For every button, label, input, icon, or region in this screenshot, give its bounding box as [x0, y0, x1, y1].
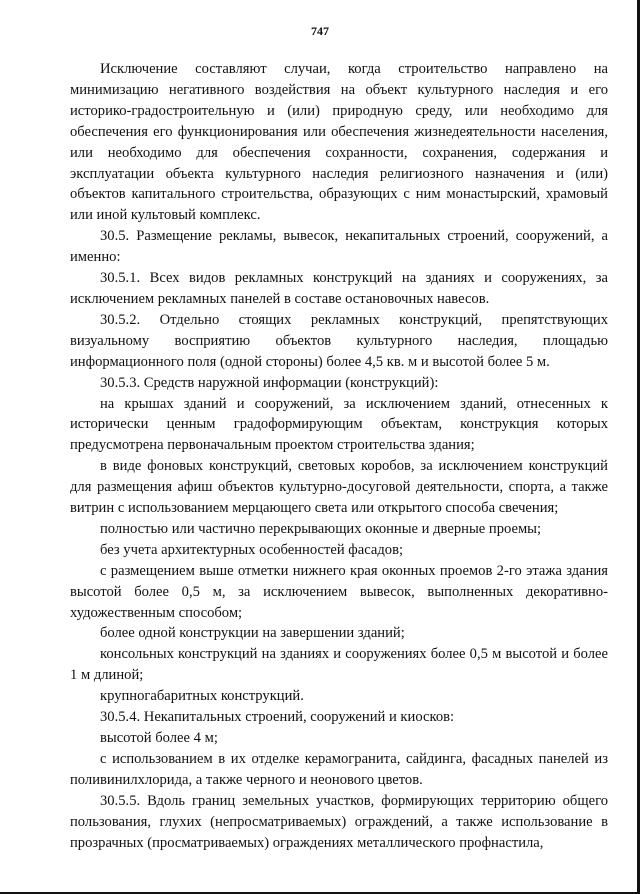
list-item-materials: с использованием в их отделке керамогранита, сайдинга, фасадных панелей из поливинилхлорида, а также черного и неонового цветов.: [70, 750, 608, 788]
paragraph-30-5-4: 30.5.4. Некапитальных строений, сооружений и киосков:: [100, 709, 455, 726]
paragraph-30-5-1: 30.5.1. Всех видов рекламных конструкций на зданиях и сооружениях, за исключением рекламных панелей в составе остановочных навесов.: [70, 270, 608, 307]
paragraph-exception: Исключение составляют случаи, когда строительство направлено на минимизацию негативного воздействия на объект культурного наследия и его историко-градостроительную и (или) природную среду, или необходимо для обеспечения его функционирования или обеспечения жизнедеятельности населения, или необходимо для обеспечения сохранности, сохранения, содержания и эксплуатации объекта культурного наследия религиозного назначения и (или) объектов капитального строительства, образующих с ним монастырский, храмовый или иной культовый комплекс.: [70, 61, 608, 224]
list-item-more-than-one: более одной конструкции на завершении зданий;: [100, 625, 405, 642]
paragraph-30-5-5: 30.5.5. Вдоль границ земельных участков, формирующих территорию общего пользования, глухих (непросматриваемых) ограждений, а также использование в прозрачных (просматриваемых) ограждениях металлического профнастила,: [70, 792, 608, 851]
list-item-above-second-floor: с размещением выше отметки нижнего края оконных проемов 2-го этажа здания высотой более 0,5 м, за исключением вывесок, выполненных декоративно-художественным способом;: [70, 562, 608, 621]
paragraph-30-5-2: 30.5.2. Отдельно стоящих рекламных конструкций, препятствующих визуальному восприятию объектов культурного наследия, площадью информационного поля (одной стороны) более 4,5 кв. м и высотой более 5 м.: [70, 311, 608, 370]
list-item-roofs: на крышах зданий и сооружений, за исключением зданий, отнесенных к исторически ценным градоформирующим объектам, конструкция которых предусмотрена первоначальным проектом строительства здания;: [70, 395, 608, 454]
list-item-background-constructions: в виде фоновых конструкций, световых коробов, за исключением конструкций для размещения афиш объектов культурно-досуговой деятельности, спорта, а также витрин с использованием мерцающего света или открытого способа свечения;: [70, 458, 608, 517]
list-item-height: высотой более 4 м;: [100, 730, 218, 746]
document-body: [70, 59, 608, 853]
page-number: 747: [311, 24, 329, 38]
list-item-large-constructions: крупногабаритных конструкций.: [100, 688, 304, 705]
list-item-covering-openings: полностью или частично перекрывающих оконные и дверные проемы;: [100, 520, 542, 537]
list-item-console-constructions: консольных конструкций на зданиях и сооружениях более 0,5 м высотой и более 1 м длиной;: [70, 646, 608, 684]
paragraph-30-5: 30.5. Размещение рекламы, вывесок, некапитальных строений, сооружений, а именно:: [70, 228, 608, 266]
paragraph-30-5-3: 30.5.3. Средств наружной информации (конструкций):: [100, 374, 439, 391]
list-item-facade-features: без учета архитектурных особенностей фасадов;: [100, 541, 404, 558]
